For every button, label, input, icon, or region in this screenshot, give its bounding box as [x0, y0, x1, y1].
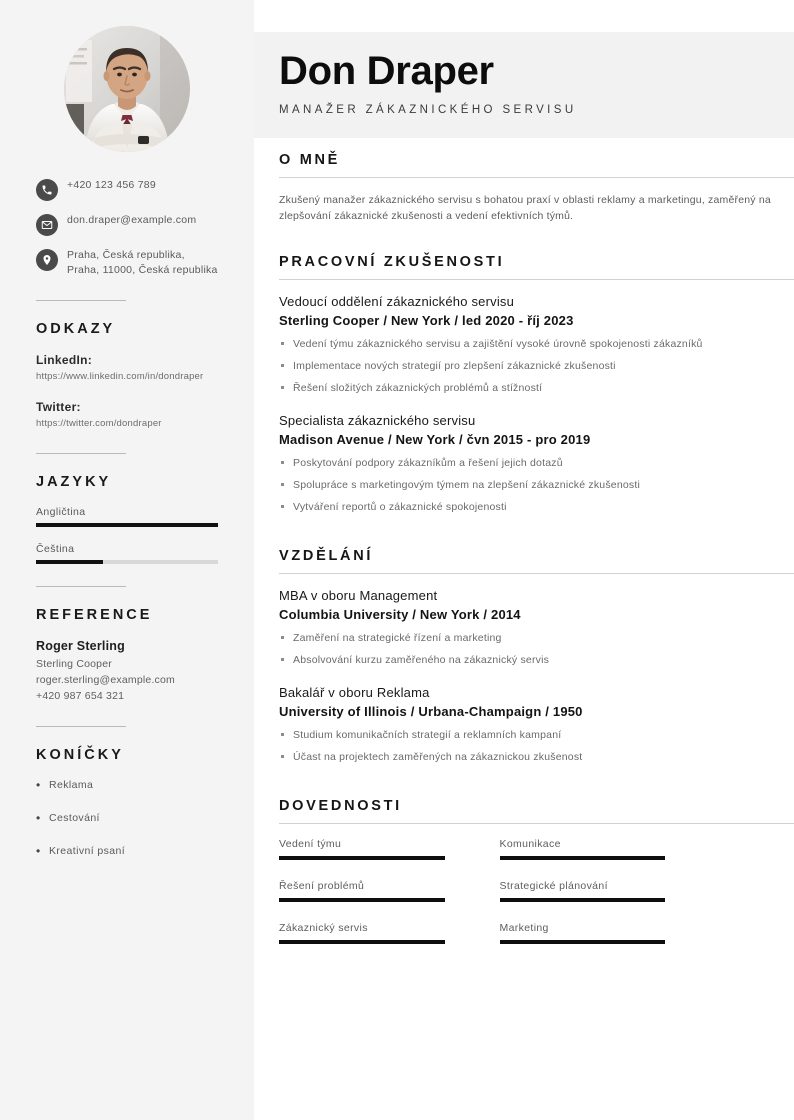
education-points [279, 728, 794, 765]
link-url-twitter[interactable]: https://twitter.com/dondraper [36, 418, 162, 429]
section-rule-about [279, 177, 794, 178]
hobby-item: • Kreativní psaní [36, 845, 218, 857]
language-track-czech [36, 560, 218, 564]
experience-point: Poskytování podpory zákazníkům a řešení jejich dotazů [279, 456, 794, 471]
language-fill-czech [36, 560, 103, 564]
section-heading-skills: DOVEDNOSTI [279, 798, 402, 814]
hobby-list [36, 779, 218, 857]
language-item-czech [36, 543, 218, 564]
experience-title: Vedoucí oddělení zákaznického servisu [279, 294, 515, 309]
address-value: Praha, Česká republika, Praha, 11000, Česká republika [67, 249, 218, 276]
skill-fill [279, 898, 445, 902]
experience-point: Vytváření reportů o zákaznické spokojenosti [279, 500, 794, 515]
contact-address[interactable] [36, 248, 218, 278]
profile-photo-wrap [36, 26, 218, 152]
sidebar [0, 0, 254, 1120]
language-item-english [36, 506, 218, 527]
section-heading-experience: PRACOVNÍ ZKUŠENOSTI [279, 254, 505, 270]
skill-name: Marketing [499, 922, 549, 934]
skill-name: Řešení problémů [279, 880, 365, 892]
section-about [279, 152, 794, 224]
skill-item [279, 880, 500, 902]
sidebar-divider-references [36, 586, 126, 587]
link-item-twitter[interactable] [36, 400, 218, 431]
education-title: Bakalář v oboru Reklama [279, 685, 430, 700]
experience-meta: Sterling Cooper / New York / led 2020 - říj 2023 [279, 313, 574, 328]
phone-value: +420 123 456 789 [67, 179, 156, 191]
education-entry [279, 588, 794, 668]
language-name-czech: Čeština [36, 543, 75, 555]
reference-item [36, 639, 218, 704]
experience-point: Vedení týmu zákaznického servisu a zajištění vysoké úrovně spokojenosti zákazníků [279, 337, 794, 352]
hobby-item: • Reklama [36, 779, 218, 791]
education-entry [279, 685, 794, 765]
skill-name: Vedení týmu [279, 838, 342, 850]
contact-list [36, 178, 218, 278]
sidebar-divider-links [36, 300, 126, 301]
section-experience [279, 254, 794, 515]
language-name-english: Angličtina [36, 506, 86, 518]
education-meta: University of Illinois / Urbana-Champaign / 1950 [279, 704, 583, 719]
contact-phone[interactable] [36, 178, 218, 201]
sidebar-heading-links: ODKAZY [36, 321, 116, 337]
education-points [279, 631, 794, 668]
email-value: don.draper@example.com [67, 214, 197, 226]
skill-track [279, 940, 445, 944]
sidebar-heading-references: REFERENCE [36, 607, 153, 623]
skill-item [279, 838, 500, 860]
skill-fill [500, 898, 666, 902]
link-item-linkedin[interactable] [36, 353, 218, 384]
reference-company: Sterling Cooper [36, 658, 112, 670]
skill-track [500, 856, 666, 860]
experience-point: Spolupráce s marketingovým týmem na zlepšení zákaznické zkušenosti [279, 478, 794, 493]
skill-name: Strategické plánování [499, 880, 608, 892]
section-rule-experience [279, 279, 794, 280]
main-column [254, 0, 794, 1120]
section-education [279, 548, 794, 765]
education-point: Zaměření na strategické řízení a marketing [279, 631, 794, 646]
job-title: MANAŽER ZÁKAZNICKÉHO SERVISU [279, 104, 577, 116]
experience-meta: Madison Avenue / New York / čvn 2015 - pro 2019 [279, 432, 591, 447]
experience-title: Specialista zákaznického servisu [279, 413, 476, 428]
education-meta: Columbia University / New York / 2014 [279, 607, 521, 622]
experience-points [279, 337, 794, 396]
name-band [254, 32, 794, 138]
link-label-linkedin: LinkedIn: [36, 353, 93, 367]
profile-photo-image [64, 26, 190, 152]
spacer [279, 782, 794, 798]
skill-name: Zákaznický servis [279, 922, 368, 934]
main-content [279, 152, 794, 964]
skill-fill [279, 940, 445, 944]
reference-phone[interactable]: +420 987 654 321 [36, 690, 125, 702]
skill-track [279, 856, 445, 860]
about-text: Zkušený manažer zákaznického servisu s bohatou praxí v oblasti reklamy a marketingu, zaměřený na zlepšování zákaznické zkušenosti a vedení efektivních týmů. [279, 194, 771, 222]
envelope-icon [36, 214, 58, 236]
sidebar-heading-hobbies: KONÍČKY [36, 747, 124, 763]
experience-entry [279, 413, 794, 515]
reference-name: Roger Sterling [36, 639, 125, 653]
page-title: Don Draper [279, 49, 494, 93]
sidebar-divider-hobbies [36, 726, 126, 727]
section-heading-education: VZDĚLÁNÍ [279, 548, 374, 564]
sidebar-heading-languages: JAZYKY [36, 474, 112, 490]
education-point: Absolvování kurzu zaměřeného na zákaznický servis [279, 653, 794, 668]
hobby-item: • Cestování [36, 812, 218, 824]
section-rule-education [279, 573, 794, 574]
experience-entry [279, 294, 794, 396]
education-point: Studium komunikačních strategií a reklamních kampaní [279, 728, 794, 743]
link-label-twitter: Twitter: [36, 400, 81, 414]
reference-email[interactable]: roger.sterling@example.com [36, 674, 175, 686]
skill-item [500, 922, 721, 944]
contact-email[interactable] [36, 213, 218, 236]
education-title: MBA v oboru Management [279, 588, 438, 603]
education-point: Účast na projektech zaměřených na zákaznickou zkušenost [279, 750, 794, 765]
skill-fill [500, 856, 666, 860]
experience-points [279, 456, 794, 515]
section-rule-skills [279, 823, 794, 824]
skills-grid [279, 838, 794, 964]
skill-track [279, 898, 445, 902]
phone-icon [36, 179, 58, 201]
location-pin-icon [36, 249, 58, 271]
experience-point: Implementace nových strategií pro zlepšení zákaznické zkušenosti [279, 359, 794, 374]
language-fill-english [36, 523, 218, 527]
skill-fill [500, 940, 666, 944]
section-heading-about: O MNĚ [279, 152, 341, 168]
experience-point: Řešení složitých zákaznických problémů a stížností [279, 381, 794, 396]
section-skills [279, 798, 794, 964]
sidebar-divider-languages [36, 453, 126, 454]
link-url-linkedin[interactable]: https://www.linkedin.com/in/dondraper [36, 371, 204, 382]
skill-item [500, 838, 721, 860]
language-track-english [36, 523, 218, 527]
spacer [279, 532, 794, 548]
skill-item [279, 922, 500, 944]
skill-name: Komunikace [499, 838, 561, 850]
avatar [64, 26, 190, 152]
skill-fill [279, 856, 445, 860]
skill-track [500, 898, 666, 902]
skill-track [500, 940, 666, 944]
skill-item [500, 880, 721, 902]
